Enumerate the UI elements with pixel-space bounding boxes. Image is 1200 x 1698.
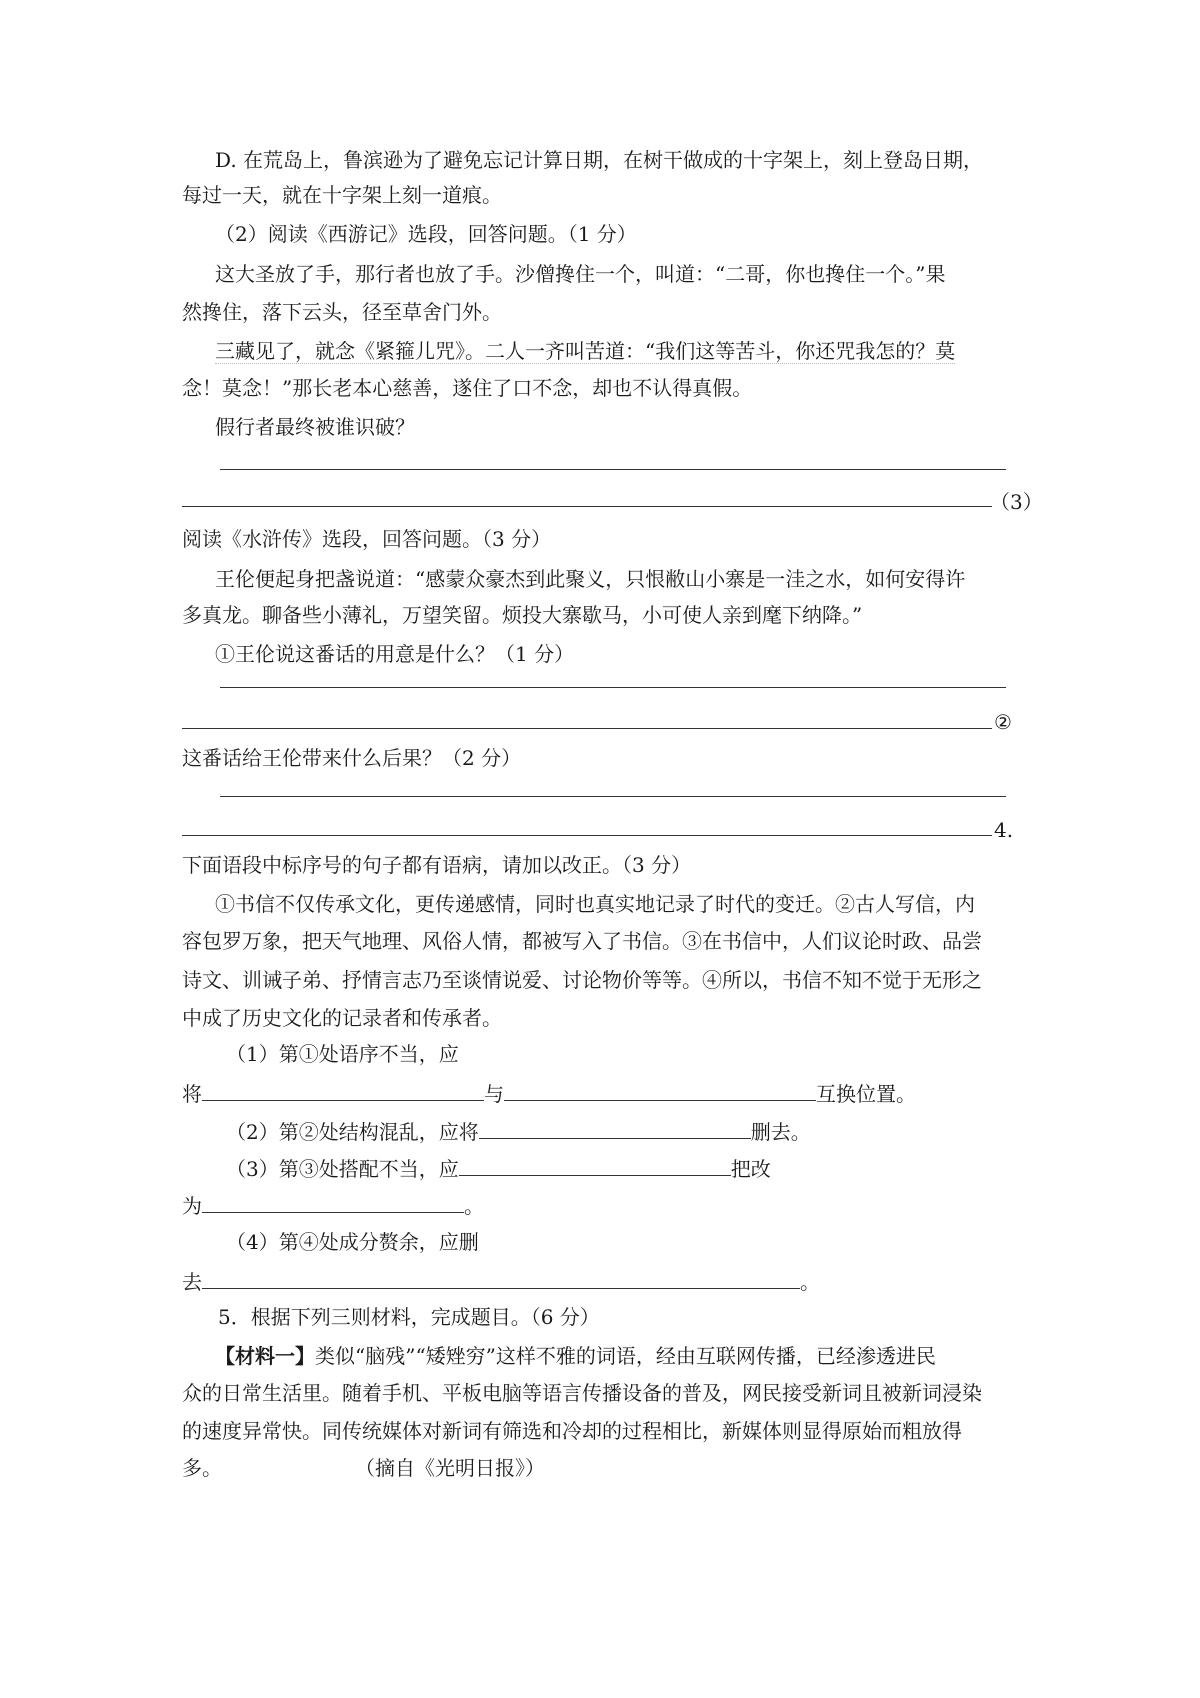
q4-sub-2-end: 删去。 [750,1120,811,1144]
q4-sub-2-blank[interactable] [479,1118,751,1139]
q4-sub-1-blank-a[interactable] [202,1080,484,1101]
q4-sub-3-blank-b[interactable] [202,1192,464,1213]
q4-sub-3-wei: 为 [182,1194,202,1218]
q4-sub-3-fill [226,1155,771,1181]
q4-sub-3-period: 。 [464,1194,484,1218]
q5-prompt: 5．根据下列三则材料，完成题目。（6 分） [218,1305,600,1329]
shuihu-q1-answer-line-1[interactable] [220,687,1006,688]
xiyouji-question: 假行者最终被谁识破？ [215,415,415,439]
q4-passage-line-4: 中成了历史文化的记录者和传承者。 [182,1006,502,1030]
shuihu-q1-answer-line-2[interactable] [182,728,992,729]
option-d-line-2: 每过一天，就在十字架上刻一道痕。 [182,183,502,207]
material-1-text-1: 类似“脑残”“矮矬穷”这样不雅的词语，经由互联网传播，已经渗透进民 [315,1344,936,1368]
shuihu-question-2: 这番话给王伦带来什么后果？（2 分） [182,746,522,770]
q4-sub-4: （4）第④处成分赘余，应删 [226,1230,479,1254]
q4-prompt: 下面语段中标序号的句子都有语病，请加以改正。（3 分） [182,853,692,877]
material-1-source: （摘自《光明日报》） [355,1456,545,1480]
xiyouji-passage-line-1: 这大圣放了手，那行者也放了手。沙僧搀住一个，叫道：“二哥，你也搀住一个。”果 [215,262,946,286]
q4-sub-3: （3）第③处搭配不当，应 [226,1157,459,1181]
material-1-line-3: 的速度异常快。同传统媒体对新词有筛选和冷却的过程相比，新媒体则显得原始而粗放得 [182,1419,962,1443]
q4-sub-4-blank[interactable] [202,1268,800,1289]
shuihu-question-2-mark: ② [994,710,1012,734]
question-3-number: （3） [990,490,1043,514]
q4-sub-1: （1）第①处语序不当，应 [226,1042,459,1066]
material-1-label: 【材料一】 [215,1344,315,1368]
q4-sub-2-fill [226,1118,811,1144]
q4-sub-4-qu: 去 [182,1270,202,1294]
xiyouji-passage-line-3: 三藏见了，就念《紧箍儿咒》。二人一齐叫苦道：“我们这等苦斗，你还咒我怎的？莫 [215,339,956,363]
shuihu-prompt: 阅读《水浒传》选段，回答问题。（3 分） [182,527,552,551]
q4-sub-1-blank-b[interactable] [504,1080,816,1101]
material-1-line-2: 众的日常生活里。随着手机、平板电脑等语言传播设备的普及，网民接受新词且被新词浸染 [182,1381,982,1405]
question-4-number: 4. [994,818,1014,842]
shuihu-passage-line-2: 多真龙。聊备些小薄礼，万望笑留。烦投大寨歇马，小可使人亲到麾下纳降。” [182,603,863,627]
material-1-line-4: 多。 [182,1456,222,1480]
q4-sub-3-end: 把改 [730,1157,771,1181]
option-d-line-1: D. 在荒岛上，鲁滨逊为了避免忘记计算日期，在树干做成的十字架上，刻上登岛日期， [215,148,984,172]
xiyouji-passage-line-2: 然搀住，落下云头，径至草舍门外。 [182,300,502,324]
q4-passage-line-2: 容包罗万象，把天气地理、风俗人情，都被写入了书信。③在书信中，人们议论时政、品尝 [182,929,982,953]
q4-sub-4-fill [182,1268,820,1294]
q4-passage-line-1: ①书信不仅传承文化，更传递感情，同时也真实地记录了时代的变迁。②古人写信，内 [215,892,975,916]
shuihu-passage-line-1: 王伦便起身把盏说道：“感蒙众豪杰到此聚义，只恨敝山小寨是一洼之水，如何安得许 [215,567,966,591]
q4-sub-4-period: 。 [800,1270,820,1294]
q4-sub-1-jiang: 将 [182,1082,202,1106]
shuihu-q2-answer-line-1[interactable] [220,796,1006,797]
q4-sub-1-yu: 与 [484,1082,504,1106]
xiyouji-answer-line-2[interactable] [182,506,992,507]
material-1-line-1 [215,1344,936,1368]
shuihu-q2-answer-line-2[interactable] [182,835,992,836]
q4-sub-3-wei-fill [182,1192,484,1218]
q4-passage-line-3: 诗文、训诫子弟、抒情言志乃至谈情说爱、讨论物价等等。④所以，书信不知不觉于无形之 [182,968,982,992]
q4-sub-3-blank-a[interactable] [459,1155,731,1176]
q4-sub-1-fill [182,1080,916,1106]
q4-sub-1-end: 互换位置。 [816,1082,916,1106]
q4-sub-2: （2）第②处结构混乱，应将 [226,1120,479,1144]
xiyouji-answer-line-1[interactable] [220,469,1006,470]
xiyouji-passage-line-4: 念！莫念！”那长老本心慈善，遂住了口不念，却也不认得真假。 [182,376,753,400]
shuihu-question-1: ①王伦说这番话的用意是什么？（1 分） [215,642,575,666]
xiyouji-prompt: （2）阅读《西游记》选段，回答问题。（1 分） [215,222,637,246]
